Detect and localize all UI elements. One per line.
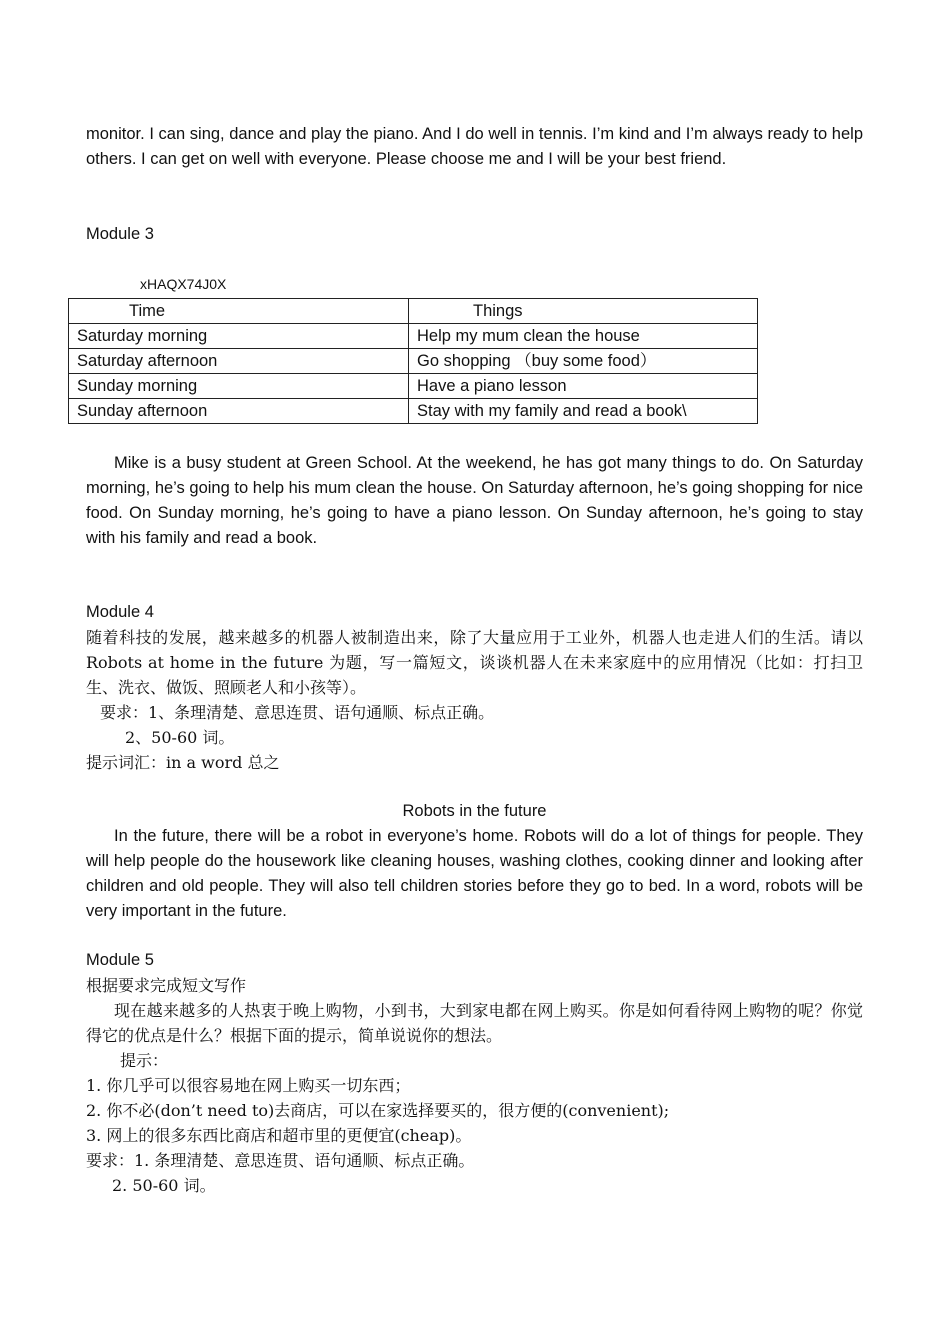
- module4-essay-title: Robots in the future: [402, 802, 547, 820]
- module5-requirement-2: 2. 50-60 词。: [112, 1176, 216, 1195]
- table-row: [69, 349, 758, 374]
- module5-subheading: 根据要求完成短文写作: [86, 976, 247, 995]
- module3-essay: Mike is a busy student at Green School. At the weekend, he has got many things to do. On Saturday morning, he’s going to help his mum clean the house. On Saturday afternoon, he’s going shopping for nice food. On Sunday morning, he’s going to have a piano lesson. On Sunday afternoon, he’s going to stay with his family and read a book.: [86, 454, 863, 547]
- module4-hint: 提示词汇：in a word 总之: [86, 753, 280, 772]
- module4-essay: In the future, there will be a robot in everyone’s home. Robots will do a lot of things for people. They will help people do the housework like cleaning houses, washing clothes, cooking dinner and looking after children and old people. They will also tell children stories before they go to bed. In a word, robots will be very important in the future.: [86, 827, 863, 920]
- list-item: 2. 你不必(don’t need to)去商店，可以在家选择要买的，很方便的(convenient);: [86, 1101, 670, 1120]
- header-things: Things: [409, 299, 758, 324]
- header-time: Time: [69, 299, 409, 324]
- table-cell: Stay with my family and read a book\: [409, 399, 758, 424]
- table-row: [69, 399, 758, 424]
- list-item: 1. 你几乎可以很容易地在网上购买一切东西；: [86, 1076, 411, 1095]
- module3-heading: Module 3: [86, 225, 154, 243]
- table-cell: Sunday afternoon: [69, 399, 409, 424]
- module4-heading: Module 4: [86, 603, 154, 621]
- intro-paragraph: monitor. I can sing, dance and play the piano. And I do well in tennis. I’m kind and I’m always ready to help others. I can get on well with everyone. Please choose me and I will be your best friend.: [86, 125, 863, 168]
- list-item: 3. 网上的很多东西比商店和超市里的更便宜(cheap)。: [86, 1126, 472, 1145]
- module5-heading: Module 5: [86, 951, 154, 969]
- document-code: xHAQX74J0X: [140, 276, 227, 292]
- table-row: [69, 324, 758, 349]
- table-cell: Sunday morning: [69, 374, 409, 399]
- weekend-schedule-table: [68, 298, 758, 424]
- module4-prompt: 随着科技的发展，越来越多的机器人被制造出来，除了大量应用于工业外，机器人也走进人们的生活。请以 Robots at home in the future 为题，写一篇短文，谈谈机器人在未来家庭中的应用情况（比如：打扫卫生、洗衣、做饭、照顾老人和小孩等）。: [86, 628, 863, 697]
- module5-hint-label: 提示：: [120, 1051, 169, 1070]
- module4-requirement-2: 2、50-60 词。: [125, 728, 235, 747]
- table-cell: Saturday morning: [69, 324, 409, 349]
- table-cell: Go shopping （buy some food）: [409, 349, 758, 374]
- module4-requirement-1: 要求：1、条理清楚、意思连贯、语句通顺、标点正确。: [100, 703, 495, 722]
- module5-requirement-1: 要求：1. 条理清楚、意思连贯、语句通顺、标点正确。: [86, 1151, 475, 1170]
- module5-prompt: 现在越来越多的人热衷于晚上购物，小到书，大到家电都在网上购买。你是如何看待网上购物的呢？你觉得它的优点是什么？根据下面的提示，简单说说你的想法。: [86, 1001, 863, 1045]
- table-header-row: [69, 299, 758, 324]
- table-cell: Have a piano lesson: [409, 374, 758, 399]
- table-cell: Help my mum clean the house: [409, 324, 758, 349]
- table-row: [69, 374, 758, 399]
- table-cell: Saturday afternoon: [69, 349, 409, 374]
